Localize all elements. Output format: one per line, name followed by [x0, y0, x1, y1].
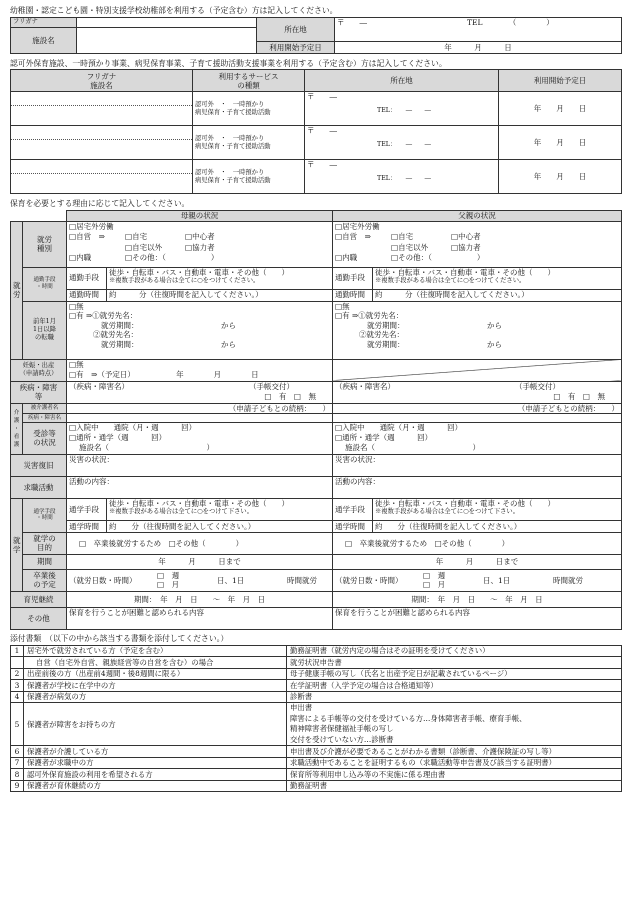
docs-row-case: 保護者が育休継続の方 [24, 780, 287, 792]
docs-row [11, 668, 622, 680]
father-pregnancy-na [333, 359, 622, 381]
mother-disaster[interactable]: 災害の状況： [67, 454, 333, 476]
mother-job-search[interactable]: 活動の内容： [67, 476, 333, 498]
tel-text: TEL （ ） [467, 17, 554, 27]
docs-row [11, 769, 622, 781]
father-disaster[interactable]: 災害の状況： [333, 454, 622, 476]
other-label: その他 [11, 607, 67, 629]
facility-row [11, 92, 622, 126]
docs-row-case: 保護者が学校に在学中の方 [24, 680, 287, 692]
care-disease-label: 疾病・障害名 [23, 413, 67, 422]
work-type-label: 就労 種別 [23, 221, 67, 267]
docs-row-case: 保護者が障害をお持ちの方 [24, 703, 287, 746]
care-section-label: 介 護 ・ 看 護 [11, 403, 23, 454]
docs-row-number [11, 657, 24, 669]
docs-row-number: 7 [11, 757, 24, 769]
docs-row-number: 5 [11, 703, 24, 746]
docs-row-number: 3 [11, 680, 24, 692]
docs-row-document: 申出書及び介護が必要であることがわかる書類（診断書、介護保険証の写し等） [287, 746, 622, 758]
docs-row-document: 母子健康手帳の写し（氏名と出産予定日が記載されているページ） [287, 668, 622, 680]
after-graduation-label: 卒業後 の予定 [23, 569, 67, 591]
disaster-label: 災害復旧 [11, 454, 67, 476]
father-header: 父親の状況 [333, 211, 622, 221]
father-illness[interactable]: （疾病・障害名） （手帳交付） □ 有 □ 無 [333, 381, 622, 403]
docs-row [11, 757, 622, 769]
col-service-type: 利用するサービス の種類 [193, 70, 305, 92]
pregnancy-label: 妊娠・出産 （申請時点） [11, 359, 67, 381]
father-commute-values[interactable]: 徒歩・自転車・バス・自動車・電車・その他（ ） ※複数手段がある場合は全てに○をつけてください。 約 分（往復時間を記入してください。） [373, 267, 622, 301]
facility-name-cell[interactable] [11, 92, 193, 126]
docs-row-case: 保護者が介護している方 [24, 746, 287, 758]
father-after-graduation[interactable]: （就労日数・時間） □ 週 □ 月 日、1日 時間就労 [333, 569, 622, 591]
address-label: 所在地 [257, 17, 335, 41]
illness-label: 疾病・障害 等 [11, 381, 67, 403]
visit-status-label: 受診等 の状況 [23, 422, 67, 454]
docs-table [10, 645, 622, 793]
facility-name-cell[interactable] [11, 126, 193, 160]
mother-work-type[interactable]: □居宅外労働 □自営 ⇒ □自宅 □中心者 □自宅以外 □協力者 □内職 □その他：（ ） [67, 221, 333, 267]
transfer-label: 前年1月 1日以降 の転職 [23, 301, 67, 359]
furigana-field[interactable] [77, 17, 257, 27]
docs-row-number: 6 [11, 746, 24, 758]
mother-pregnancy[interactable]: □無 □有 ⇒（予定日） 年 月 日 [67, 359, 333, 381]
facility-row [11, 160, 622, 194]
postal-mark: 〒 ― [337, 17, 367, 27]
father-transfer[interactable]: □無 □有 ⇒①就労先名： 就労期間： から ②就労先名： 就労期間： から [333, 301, 622, 359]
mother-commute-labels: 通勤手段 通勤時間 [67, 267, 107, 301]
father-study-period[interactable]: 年 月 日まで [333, 554, 622, 569]
facility-name-field[interactable] [77, 27, 257, 53]
unlicensed-facility-table [10, 69, 622, 194]
col-facility: フリガナ 施設名 [11, 70, 193, 92]
mother-childcare[interactable]: 期間： 年 月 日 ～ 年 月 日 [67, 591, 333, 607]
docs-row-document: 勤務証明書 [287, 780, 622, 792]
docs-row-case: 認可外保育施設の利用を希望される方 [24, 769, 287, 781]
docs-row-case: 保護者が病気の方 [24, 691, 287, 703]
docs-row-document: 就労状況申告書 [287, 657, 622, 669]
childcare-label: 育児継続 [11, 591, 67, 607]
mother-care-relation[interactable]: （申請子どもとの続柄： ） [67, 403, 333, 413]
address-field[interactable] [335, 17, 622, 41]
mother-visit-status[interactable]: □入院中 通院（月・週 回） □通所・通学（週 回） 施設名（ ） [67, 422, 333, 454]
study-purpose-label: 就学の 目的 [23, 532, 67, 554]
mother-commute-values[interactable]: 徒歩・自転車・バス・自動車・電車・その他（ ） ※複数手段がある場合は全てに○をつけてください。 約 分（往復時間を記入してください。） [107, 267, 333, 301]
mother-other[interactable]: 保育を行うことが困難と認められる内容 [67, 607, 333, 629]
docs-row-number: 8 [11, 769, 24, 781]
mother-study-commute-values[interactable]: 徒歩・自転車・バス・自動車・電車・その他（ ） ※複数手段がある場合は全てに○をつけて下さい。 約 分（往復時間を記入してください。） [107, 498, 333, 532]
docs-row-case: 出産前後の方（出産前4週間・後8週間に限る） [24, 668, 287, 680]
section2-heading: 認可外保育施設、一時預かり事業、病児保育事業、子育て援助活動支援事業を利用する（予定含む）方は記入してください。 [10, 58, 447, 68]
docs-row-document: 申出書 障害による手帳等の交付を受けている方…身体障害者手帳、療育手帳、 精神障害者保健福祉手帳の写し 交付を受けていない方…診断書 [287, 703, 622, 746]
mother-illness[interactable]: （疾病・障害名） （手帳交付） □ 有 □ 無 [67, 381, 333, 403]
facility-row [11, 126, 622, 160]
mother-after-graduation[interactable]: （就労日数・時間） □ 週 □ 月 日、1日 時間就労 [67, 569, 333, 591]
mother-care-disease[interactable] [67, 413, 333, 422]
father-care-relation[interactable]: （申請子どもとの続柄： ） [333, 403, 622, 413]
father-other[interactable]: 保育を行うことが困難と認められる内容 [333, 607, 622, 629]
docs-row-number: 4 [11, 691, 24, 703]
mother-study-commute-labels: 通学手段 通学時間 [67, 498, 107, 532]
father-visit-status[interactable]: □入院中 通院（月・週 回） □通所・通学（週 回） 施設名（ ） [333, 422, 622, 454]
section3-heading: 保育を必要とする理由に応じて記入してください。 [10, 199, 190, 209]
study-period-label: 期間 [23, 554, 67, 569]
docs-row [11, 680, 622, 692]
service-type-cell[interactable]: 認可外 ・ 一時預かり 病児保育・子育て援助活動 [193, 160, 305, 194]
service-type-cell[interactable]: 認可外 ・ 一時預かり 病児保育・子育て援助活動 [193, 92, 305, 126]
facility-name-cell[interactable] [11, 160, 193, 194]
col-start-date: 利用開始予定日 [499, 70, 622, 92]
study-section-label: 就学 [11, 498, 23, 591]
docs-row-document: 勤務証明書（就労内定の場合はその証明を受けてください） [287, 645, 622, 657]
furigana-label: フリガナ [11, 17, 77, 27]
father-study-commute-values[interactable]: 徒歩・自転車・バス・自動車・電車・その他（ ） ※複数手段がある場合は全てに○をつけて下さい。 約 分（往復時間を記入してください。） [373, 498, 622, 532]
facility-name-label: 施設名 [11, 27, 77, 53]
address-cell[interactable]: 〒 ― TEL： ― ― [305, 126, 499, 160]
start-date-label: 利用開始予定日 [257, 41, 335, 53]
father-childcare[interactable]: 期間： 年 月 日 ～ 年 月 日 [333, 591, 622, 607]
mother-study-period[interactable]: 年 月 日まで [67, 554, 333, 569]
cared-person-label: 被介護者名 [23, 403, 67, 413]
docs-row [11, 746, 622, 758]
mother-transfer[interactable]: □無 □有 ⇒①就労先名： 就労期間： から ②就労先名： 就労期間： から [67, 301, 333, 359]
col-address: 所在地 [305, 70, 499, 92]
docs-row-number: 2 [11, 668, 24, 680]
father-commute-labels: 通勤手段 通勤時間 [333, 267, 373, 301]
father-work-type[interactable]: □居宅外労働 □自営 ⇒ □自宅 □中心者 □自宅以外 □協力者 □内職 □その他：（ ） [333, 221, 622, 267]
docs-row [11, 691, 622, 703]
work-section-label: 就労 [11, 221, 23, 359]
docs-row [11, 645, 622, 657]
docs-row-case: 自営（自宅外自営、親族経営等の自営を含む）の場合 [24, 657, 287, 669]
reason-table [10, 210, 622, 630]
kindergarten-table [10, 17, 622, 54]
docs-row-document: 在学証明書（入学予定の場合は合格通知等） [287, 680, 622, 692]
docs-row [11, 657, 622, 669]
father-study-purpose[interactable]: □ 卒業後就労するため □その他（ ） [333, 532, 622, 554]
mother-header: 母親の状況 [67, 211, 333, 221]
address-cell[interactable]: 〒 ― TEL： ― ― [305, 92, 499, 126]
father-job-search[interactable]: 活動の内容： [333, 476, 622, 498]
docs-heading: 添付書類 （以下の中から該当する書類を添付してください。） [10, 633, 229, 643]
start-date-field[interactable]: 年 月 日 [335, 41, 622, 53]
docs-row-document: 診断書 [287, 691, 622, 703]
study-commute-label: 通学手段 ・時間 [23, 498, 67, 532]
section1-heading: 幼稚園・認定こども園・特別支援学校幼稚部を利用する（予定含む）方は記入してください。 [10, 6, 338, 15]
start-date-cell[interactable]: 年 月 日 [499, 160, 622, 194]
commute-label: 通勤手段 ・時間 [23, 267, 67, 301]
docs-row-document: 保育所等利用申し込み等の不実施に係る理由書 [287, 769, 622, 781]
father-study-commute-labels: 通学手段 通学時間 [333, 498, 373, 532]
docs-row-case: 居宅外で就労されている方（予定を含む） [24, 645, 287, 657]
docs-row [11, 703, 622, 746]
service-type-cell[interactable]: 認可外 ・ 一時預かり 病児保育・子育て援助活動 [193, 126, 305, 160]
address-cell[interactable]: 〒 ― TEL： ― ― [305, 160, 499, 194]
docs-row-number: 9 [11, 780, 24, 792]
mother-study-purpose[interactable]: □ 卒業後就労するため □その他（ ） [67, 532, 333, 554]
docs-row-number: 1 [11, 645, 24, 657]
father-care-disease[interactable] [333, 413, 622, 422]
docs-row [11, 780, 622, 792]
docs-row-case: 保護者が求職中の方 [24, 757, 287, 769]
docs-row-document: 求職活動中であることを証明するもの（求職活動等申告書及び該当する証明書） [287, 757, 622, 769]
start-date-cell[interactable]: 年 月 日 [499, 92, 622, 126]
start-date-cell[interactable]: 年 月 日 [499, 126, 622, 160]
job-search-label: 求職活動 [11, 476, 67, 498]
